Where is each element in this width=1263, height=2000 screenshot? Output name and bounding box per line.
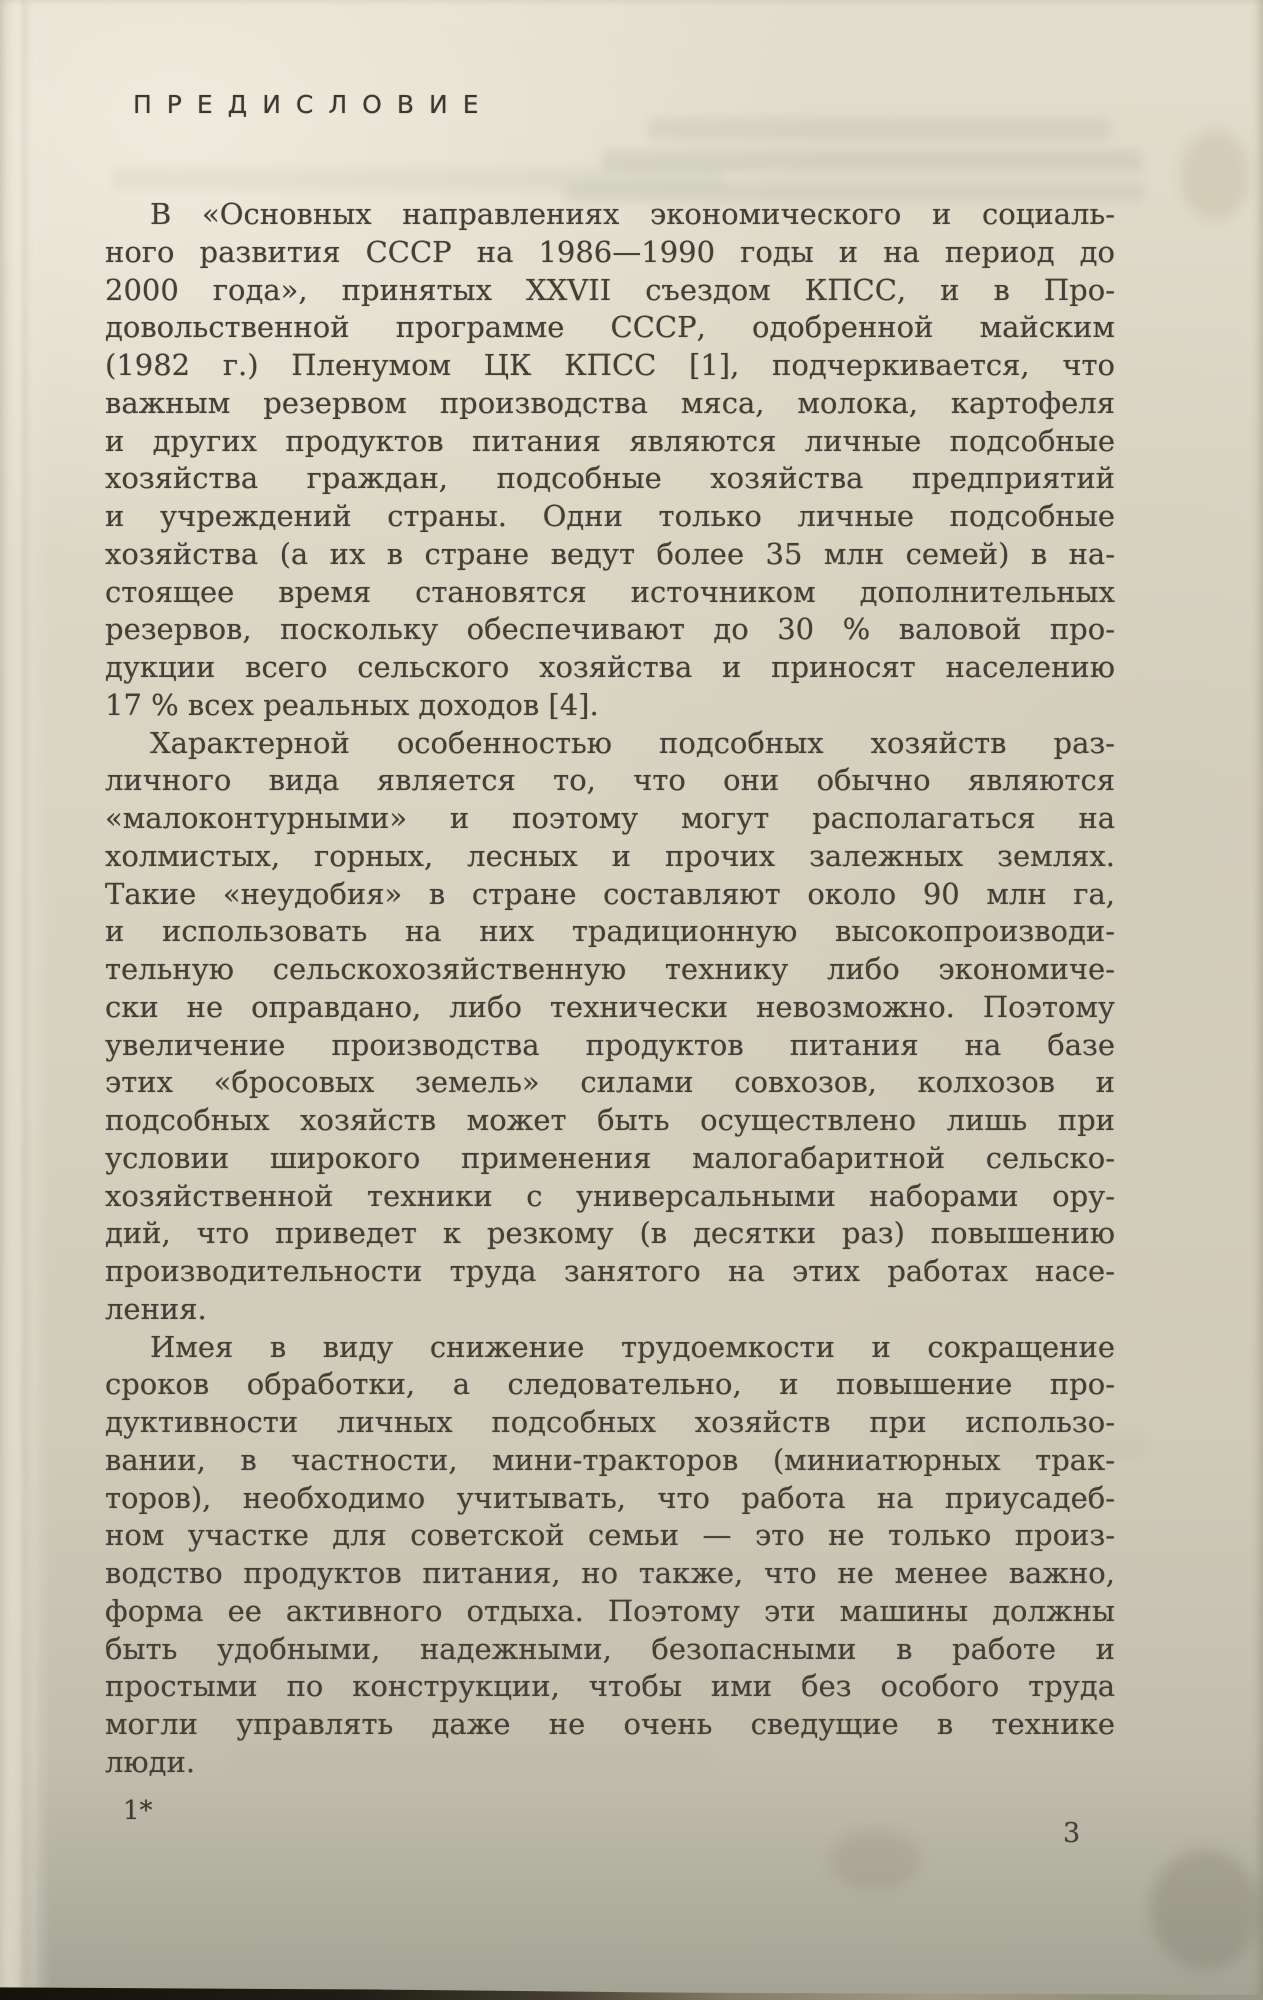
- text-line: хозяйства граждан, подсобные хозяйства предприятий: [105, 461, 1115, 496]
- text-line: форма ее активного отдыха. Поэтому эти машины должны: [105, 1593, 1115, 1628]
- text-line: этих «бросовых земель» силами совхозов, колхозов и: [105, 1065, 1115, 1100]
- text-line: (1982 г.) Пленумом ЦК КПСС [1], подчеркивается, что: [105, 348, 1115, 382]
- text-line: быть удобными, надежными, безопасными в работе и: [105, 1631, 1115, 1666]
- page-title: ПРЕДИСЛОВИЕ: [133, 90, 494, 119]
- text-line: производительности труда занятого на этих работах насе-: [105, 1254, 1115, 1288]
- text-line: сроков обработки, а следовательно, и повышение про-: [105, 1367, 1115, 1402]
- text-line: торов), необходимо учитывать, что работа на приусадеб-: [105, 1480, 1115, 1515]
- text-line: холмистых, горных, лесных и прочих залежных землях.: [105, 838, 1115, 873]
- text-line: довольственной программе СССР, одобренной майским: [105, 310, 1115, 345]
- text-line: В «Основных направлениях экономического и социаль-: [150, 197, 1115, 231]
- text-line: ски не оправдано, либо технически невозможно. Поэтому: [105, 989, 1115, 1024]
- body-text: [105, 196, 1115, 1782]
- text-line: ления.: [105, 1291, 207, 1326]
- text-line: ном участке для советской семьи — это не только произ-: [105, 1518, 1115, 1553]
- text-line: и других продуктов питания являются личные подсобные: [105, 423, 1115, 458]
- bleed-through-ghost: [112, 168, 722, 190]
- page-crease: [22, 0, 36, 2000]
- text-line: могли управлять даже не очень сведущие в технике: [105, 1707, 1115, 1741]
- text-line: хозяйственной техники с универсальными наборами ору-: [105, 1178, 1115, 1213]
- text-line: дий, что приведет к резкому (в десятки раз) повышению: [105, 1216, 1115, 1251]
- text-line: водство продуктов питания, но также, что не менее важно,: [105, 1556, 1115, 1590]
- signature-mark: 1*: [123, 1796, 153, 1826]
- paper-stain: [1150, 1850, 1260, 1970]
- text-line: и использовать на них традиционную высокопроизводи-: [105, 914, 1115, 949]
- text-line: «малоконтурными» и поэтому могут располагаться на: [105, 801, 1115, 835]
- text-line: ного развития СССР на 1986—1990 годы и на период до: [105, 234, 1115, 269]
- text-line: и учреждений страны. Одни только личные подсобные: [105, 499, 1115, 533]
- text-line: хозяйства (а их в стране ведут более 35 млн семей) в на-: [105, 536, 1115, 571]
- book-edge-bottom: [0, 1982, 1263, 2000]
- bleed-through-ghost: [648, 118, 1110, 140]
- text-line: люди.: [105, 1744, 196, 1779]
- text-line: 2000 года», принятых XXVII съездом КПСС, и в Про-: [105, 272, 1115, 307]
- text-line: дуктивности личных подсобных хозяйств при использо-: [105, 1405, 1115, 1439]
- text-line: 17 % всех реальных доходов [4].: [105, 687, 599, 722]
- text-line: личного вида является то, что они обычно являются: [105, 763, 1115, 798]
- paper-stain: [830, 1830, 920, 1890]
- text-line: стоящее время становятся источником дополнительных: [105, 574, 1115, 609]
- page-number: 3: [1063, 1818, 1081, 1849]
- text-line: условии широкого применения малогабаритной сельско-: [105, 1140, 1115, 1175]
- text-line: важным резервом производства мяса, молока, картофеля: [105, 385, 1115, 420]
- text-line: резервов, поскольку обеспечивают до 30 % валовой про-: [105, 612, 1115, 647]
- paper-stain: [1180, 130, 1250, 220]
- text-line: тельную сельскохозяйственную технику либо экономиче-: [105, 952, 1115, 986]
- text-line: Такие «неудобия» в стране составляют около 90 млн га,: [105, 876, 1115, 911]
- text-line: Характерной особенностью подсобных хозяйств раз-: [150, 725, 1115, 760]
- text-line: вании, в частности, мини-тракторов (миниатюрных трак-: [105, 1442, 1115, 1477]
- text-line: Имея в виду снижение трудоемкости и сокращение: [150, 1329, 1115, 1364]
- text-line: подсобных хозяйств может быть осуществлено лишь при: [105, 1103, 1115, 1137]
- text-line: увеличение производства продуктов питания на базе: [105, 1027, 1115, 1062]
- text-line: дукции всего сельского хозяйства и приносят населению: [105, 650, 1115, 684]
- text-line: простыми по конструкции, чтобы ими без особого труда: [105, 1669, 1115, 1704]
